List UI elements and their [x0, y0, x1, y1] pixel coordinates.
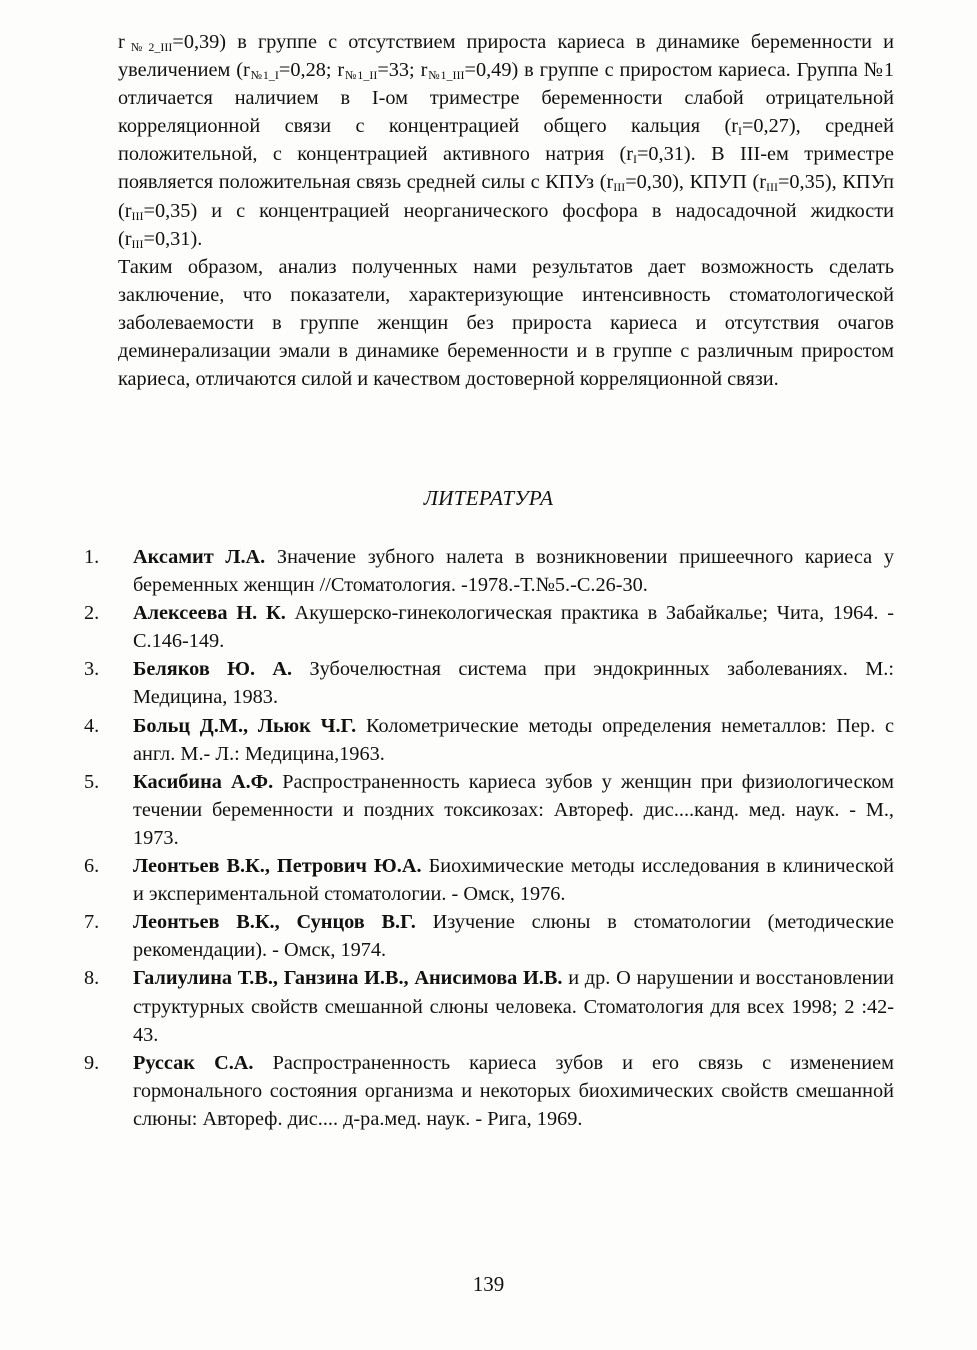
reference-text: Распространенность кариеса зубов у женщин при физиологическом течении беременности и поздних токсикозах: Автореф. дис....канд. мед. наук. - М., 1973. [133, 770, 894, 849]
reference-item [84, 599, 894, 655]
reference-text: Колометрические методы определения неметаллов: Пер. с англ. М.- Л.: Медицина,1963. [133, 714, 895, 765]
reference-item [84, 852, 894, 908]
reference-number: 1. [84, 546, 100, 568]
body-text [118, 28, 894, 393]
reference-number: 7. [84, 911, 100, 934]
reference-text: Акушерско-гинекологическая практика в Забайкалье; Чита, 1964. - С.146-149. [133, 602, 894, 653]
subscript: III [765, 180, 778, 195]
text-run: =0,35), КПУп (r [118, 171, 894, 222]
subscript: III [131, 208, 144, 223]
reference-item [84, 543, 894, 599]
text-run: =33; r [377, 59, 428, 82]
reference-author: Аксамит Л.А. [133, 546, 266, 568]
reference-number: 8. [84, 967, 100, 990]
reference-text: Значение зубного налета в возникновении пришеечного кариеса у беременных женщин //Стоматология. -1978.-Т.№5.-С.26-30. [133, 546, 894, 597]
subscript: №1_I [249, 68, 279, 83]
text-run: =0,31). [143, 227, 203, 250]
reference-number: 2. [84, 602, 100, 625]
text-run: =0,28; r [278, 59, 345, 82]
reference-author: Касибина А.Ф. [133, 770, 274, 793]
subscript: №1_III [427, 68, 465, 83]
reference-text: и др. О нарушении и восстановлении структурных свойств смешанной слюны человека. Стоматология для всех 1998; 2 :42-43. [133, 967, 894, 1046]
reference-item [84, 712, 894, 768]
reference-text: Биохимические методы исследования в клинической и экспериментальной стоматологии. - Омск, 1976. [133, 855, 894, 906]
reference-item [84, 908, 894, 964]
text-run: r [118, 31, 125, 53]
subscript: №2_III [124, 40, 173, 54]
text-run: =0,27), средней положительной, с концентрацией активного натрия (r [118, 115, 894, 166]
reference-author: Больц Д.М., Льюк Ч.Г. [133, 714, 357, 737]
reference-author: Леонтьев В.К., Петрович Ю.А. [133, 855, 422, 878]
reference-item [84, 768, 894, 852]
text-run: =0,30), КПУП (r [625, 171, 766, 194]
reference-author: Галиулина Т.В., Ганзина И.В., Анисимова И.В. [133, 967, 563, 990]
reference-text: Изучение слюны в стоматологии (методические рекомендации). - Омск, 1974. [133, 911, 894, 962]
reference-author: Руссак С.А. [133, 1051, 254, 1074]
reference-author: Леонтьев В.К., Сунцов В.Г. [133, 911, 416, 934]
paragraph-conclusion: Таким образом, анализ полученных нами результатов дает возможность сделать заключение, что показатели, характеризующие интенсивность стоматологической заболеваемости в группе женщин без прироста кариеса и отсутствия очагов деминерализации эмали в динамике беременности и в группе с различным приростом кариеса, отличаются силой и качеством достоверной корреляционной связи. [118, 255, 894, 391]
reference-number: 4. [84, 714, 100, 737]
reference-author: Беляков Ю. А. [133, 658, 293, 681]
reference-number: 6. [84, 855, 100, 878]
page-number: 139 [472, 1272, 505, 1296]
paragraph-correlation [118, 28, 894, 253]
reference-author: Алексеева Н. К. [133, 602, 286, 625]
text-run: =0,35) и с концентрацией неорганического фосфора в надосадочной жидкости (r [118, 199, 894, 250]
reference-number: 3. [84, 658, 100, 681]
subscript: III [613, 180, 626, 195]
text-run: =0,31). В III-ем триместре появляется положительная связь средней силы с КПУз (r [118, 143, 894, 194]
reference-number: 5. [84, 770, 100, 793]
text-run: =0,39) в группе с отсутствием прироста кариеса в динамике беременности и увеличением (r [118, 31, 894, 82]
reference-item [84, 655, 894, 711]
reference-item [84, 1049, 894, 1133]
reference-text: Распространенность кариеса зубов и его связь с изменением гормонального состояния организма и некоторых биохимических свойств смешанной слюны: Автореф. дис.... д-ра.мед. наук. - Рига, 1969. [133, 1051, 894, 1130]
reference-item [84, 964, 894, 1048]
subscript: I [632, 152, 637, 167]
subscript: №1_II [344, 68, 378, 83]
references-list [84, 543, 894, 1133]
reference-number: 9. [84, 1051, 100, 1074]
subscript: I [737, 124, 742, 139]
references-heading: ЛИТЕРАТУРА [423, 486, 554, 510]
reference-text: Зубочелюстная система при эндокринных заболеваниях. М.: Медицина, 1983. [133, 658, 894, 709]
text-run: =0,49) в группе с приростом кариеса. Группа №1 отличается наличием в I-ом триместре беременности слабой отрицательной корреляционной связи с концентрацией общего кальция (r [118, 59, 895, 138]
subscript: III [131, 236, 144, 251]
